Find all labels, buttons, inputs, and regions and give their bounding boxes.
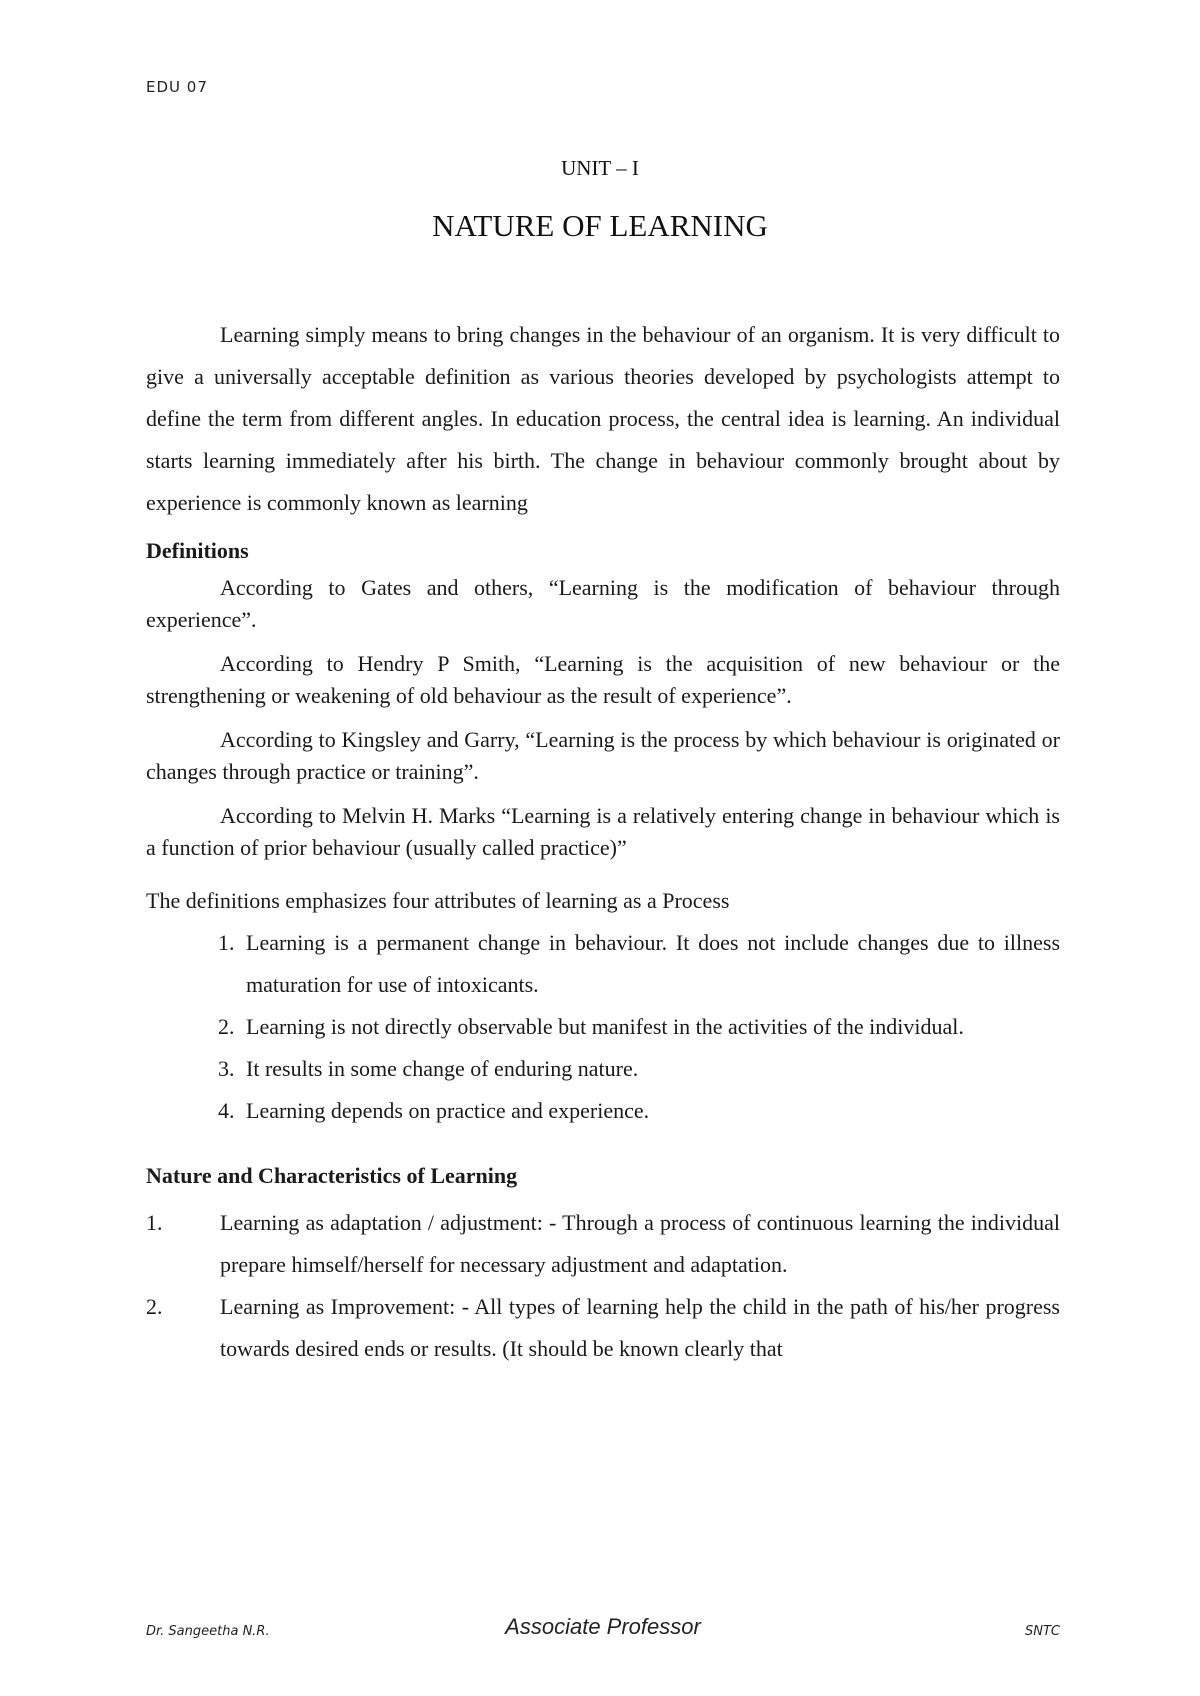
chapter-title: NATURE OF LEARNING bbox=[432, 208, 768, 243]
definition-kingsley-garry: According to Kingsley and Garry, “Learning is the process by which behaviour is originated or changes through practice or training”. bbox=[146, 727, 1060, 784]
footer-designation: Associate Professor bbox=[505, 1614, 701, 1639]
list-text: It results in some change of enduring nature. bbox=[246, 1056, 639, 1081]
list-text: Learning as Improvement: - All types of learning help the child in the path of his/her progress towards desired ends or results. (It should be known clearly that bbox=[220, 1294, 1060, 1361]
definition-marks: According to Melvin H. Marks “Learning is a relatively entering change in behaviour which is a function of prior behaviour (usually called practice)” bbox=[146, 803, 1060, 860]
definition-gates: According to Gates and others, “Learning is the modification of behaviour through experience”. bbox=[146, 575, 1060, 632]
list-text: Learning is a permanent change in behaviour. It does not include changes due to illness maturation for use of intoxicants. bbox=[246, 930, 1060, 997]
list-text: Learning is not directly observable but manifest in the activities of the individual. bbox=[246, 1014, 964, 1039]
intro-paragraph: Learning simply means to bring changes in the behaviour of an organism. It is very difficult to give a universally acceptable definition as various theories developed by psychologists attempt to define the term from different angles. In education process, the central idea is learning. An individual starts learning immediately after his birth. The change in behaviour commonly brought about by experience is commonly known as learning bbox=[146, 322, 1060, 515]
definition-smith: According to Hendry P Smith, “Learning is the acquisition of new behaviour or the strengthening or weakening of old behaviour as the result of experience”. bbox=[146, 651, 1060, 708]
attributes-list bbox=[146, 922, 1060, 1132]
nature-list bbox=[146, 1202, 1060, 1370]
list-number: 1. bbox=[218, 930, 235, 955]
footer-institution: SNTC bbox=[1025, 1624, 1060, 1639]
page-footer bbox=[146, 1614, 1060, 1644]
list-item bbox=[146, 1006, 1060, 1048]
list-number: 2. bbox=[146, 1294, 163, 1319]
list-item bbox=[146, 1202, 1060, 1286]
list-number: 1. bbox=[146, 1210, 163, 1235]
document-body bbox=[146, 314, 1060, 1370]
nature-heading: Nature and Characteristics of Learning bbox=[146, 1163, 518, 1188]
list-number: 3. bbox=[218, 1056, 235, 1081]
list-item bbox=[146, 922, 1060, 1006]
list-number: 2. bbox=[218, 1014, 235, 1039]
course-code: EDU 07 bbox=[146, 78, 208, 96]
list-item bbox=[146, 1048, 1060, 1090]
list-item bbox=[146, 1286, 1060, 1370]
unit-title: UNIT – I bbox=[561, 156, 639, 180]
list-text: Learning depends on practice and experience. bbox=[246, 1098, 650, 1123]
footer-author: Dr. Sangeetha N.R. bbox=[146, 1624, 270, 1639]
list-text: Learning as adaptation / adjustment: - Through a process of continuous learning the individual prepare himself/herself for necessary adjustment and adaptation. bbox=[220, 1210, 1060, 1277]
definitions-heading: Definitions bbox=[146, 538, 249, 563]
list-item bbox=[146, 1090, 1060, 1132]
list-number: 4. bbox=[218, 1098, 235, 1123]
attributes-intro: The definitions emphasizes four attributes of learning as a Process bbox=[146, 888, 730, 913]
